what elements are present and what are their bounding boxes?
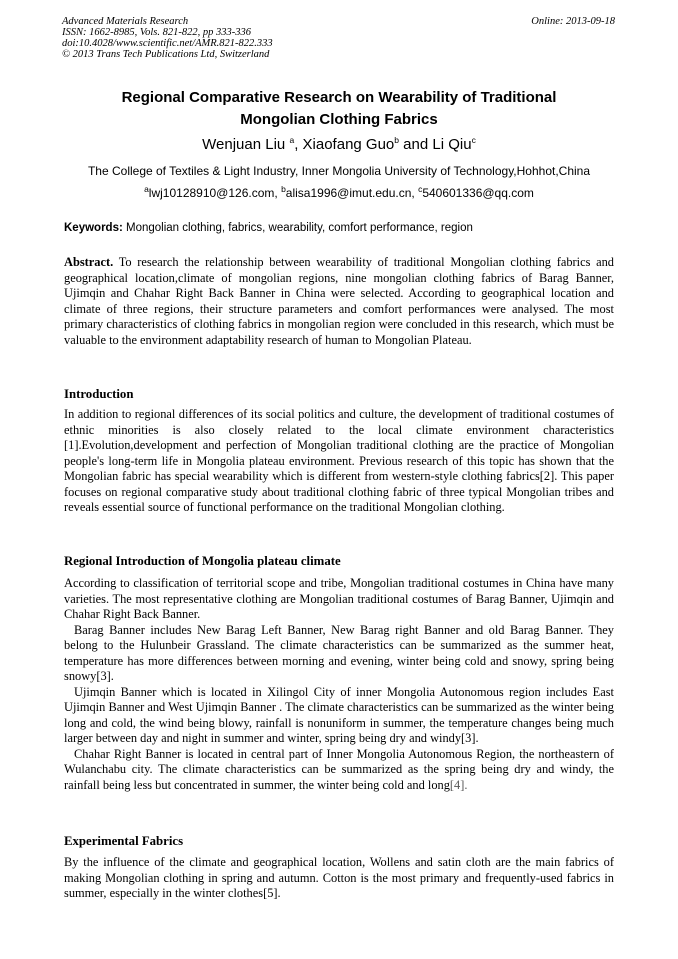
citation-4: [4]. — [449, 777, 468, 792]
regional-paragraph-4 — [64, 747, 614, 794]
regional-body — [64, 576, 614, 793]
regional-paragraph-4-text: Chahar Right Banner is located in central part of Inner Mongolia Autonomous Region, the northeastern of Wulanchabu city. The climate characteristics can be summarized as the spring being dry and windy, the rainfall being less but concentrated in summer, the winter being cold and long — [64, 746, 614, 792]
keywords — [64, 221, 616, 235]
abstract-text: To research the relationship between wearability of traditional Mongolian clothing fabrics and geographical location,climate of mongolian regions, nine mongolian clothing fabrics of Barag Banner, Ujimqin and Chahar Right Back Banner in China were selected. According to geographical location and climate of three regions, their structure parameters and comfort performances were analysed. The most primary characteristics of clothing fabrics in mongolian region were concluded in this research, which must be valuable to the environment adaptability research of human to Mongolian Plateau. — [64, 255, 614, 347]
section-heading-fabrics: Experimental Fabrics — [64, 834, 184, 848]
section-heading-regional: Regional Introduction of Mongolia plateau climate — [64, 554, 341, 568]
author-3: Li Qiu — [432, 136, 472, 153]
keywords-label: Keywords: — [64, 222, 123, 234]
author-sep: , — [294, 136, 303, 153]
author-2: Xiaofang Guo — [302, 136, 395, 153]
title-line-1: Regional Comparative Research on Wearability of Traditional — [121, 89, 557, 106]
authors — [40, 135, 638, 155]
doi: doi:10.4028/www.scientific.net/AMR.821-822.333 — [62, 38, 273, 49]
fabrics-paragraph: By the influence of the climate and geographical location, Wollens and satin cloth are the main fabrics of making Mongolian clothing in spring and autumn. Cotton is the most primary and frequently-used fabrics in summer, especially in the winter clothes[5]. — [64, 855, 614, 900]
emails — [30, 185, 648, 201]
journal-name: Advanced Materials Research — [62, 16, 189, 27]
paper-title — [40, 87, 638, 131]
regional-paragraph-1: According to classification of territorial scope and tribe, Mongolian traditional costumes in China have many varieties. The most representative clothing are Mongolian traditional costumes of Barag Banner, Ujimqin and Chahar Right Back Banner. — [64, 576, 614, 621]
issn: ISSN: 1662-8985, Vols. 821-822, pp 333-336 — [62, 27, 251, 38]
introduction-body — [64, 407, 614, 516]
author-1: Wenjuan Liu — [202, 136, 286, 153]
abstract — [64, 255, 614, 348]
author-3-marker: c — [471, 135, 476, 145]
email-marker: c — [418, 184, 423, 194]
affiliation: The College of Textiles & Light Industry, Inner Mongolia University of Technology,Hohhot,China — [87, 164, 591, 178]
copyright: © 2013 Trans Tech Publications Ltd, Switzerland — [62, 49, 270, 60]
email-marker: a — [144, 184, 149, 194]
introduction-paragraph: In addition to regional differences of its social politics and culture, the development of traditional costumes of ethnic minorities is also closely related to the local climate environment characteristics [1].Evolution,development and perfection of Mongolian traditional clothing are the practice of Mongolian people's long-term life in Mongolia plateau environment. Previous research of this topic has shown that the Mongolian fabric has special wearability which is different from western-style clothing fabrics[2]. This paper focuses on regional comparative study about traditional clothing fabric of three typical Mongolian tribes and reveals essential source of functional performance on the traditional Mongolian clothing. — [64, 407, 614, 514]
author-2-marker: b — [394, 135, 400, 145]
author-sep: and — [399, 136, 433, 153]
title-line-2: Mongolian Clothing Fabrics — [240, 111, 438, 128]
email-marker: b — [281, 184, 286, 194]
regional-paragraph-3: Ujimqin Banner which is located in Xilingol City of inner Mongolia Autonomous region includes East Ujimqin Banner and West Ujimqin Banner . The climate characteristics can be summarized as the winter being long and cold, the wind being blowy, rainfall is nonuniform in summer, the temperature changes being much larger between day and night in summer and winter, spring being dry and windy[3]. — [64, 684, 614, 745]
email-2[interactable]: alisa1996@imut.edu.cn, — [285, 186, 419, 200]
email-1[interactable]: lwj10128910@126.com, — [148, 186, 282, 200]
online-date: Online: 2013-09-18 — [531, 16, 615, 27]
regional-paragraph-2: Barag Banner includes New Barag Left Banner, New Barag right Banner and old Barag Banner. They belong to the Hulunbeir Grassland. The climate characteristics can be summarized as the summer heat, temperature has more differences between morning and evening, winter being cold and snowy, spring being snowy[3]. — [64, 622, 614, 683]
keywords-text: Mongolian clothing, fabrics, wearability, comfort performance, region — [122, 222, 473, 234]
journal-info — [62, 16, 273, 60]
section-heading-introduction: Introduction — [64, 387, 134, 401]
email-3[interactable]: 540601336@qq.com — [422, 186, 534, 200]
fabrics-body — [64, 855, 614, 902]
author-1-marker: a — [289, 135, 295, 145]
abstract-label: Abstract. — [64, 255, 114, 269]
